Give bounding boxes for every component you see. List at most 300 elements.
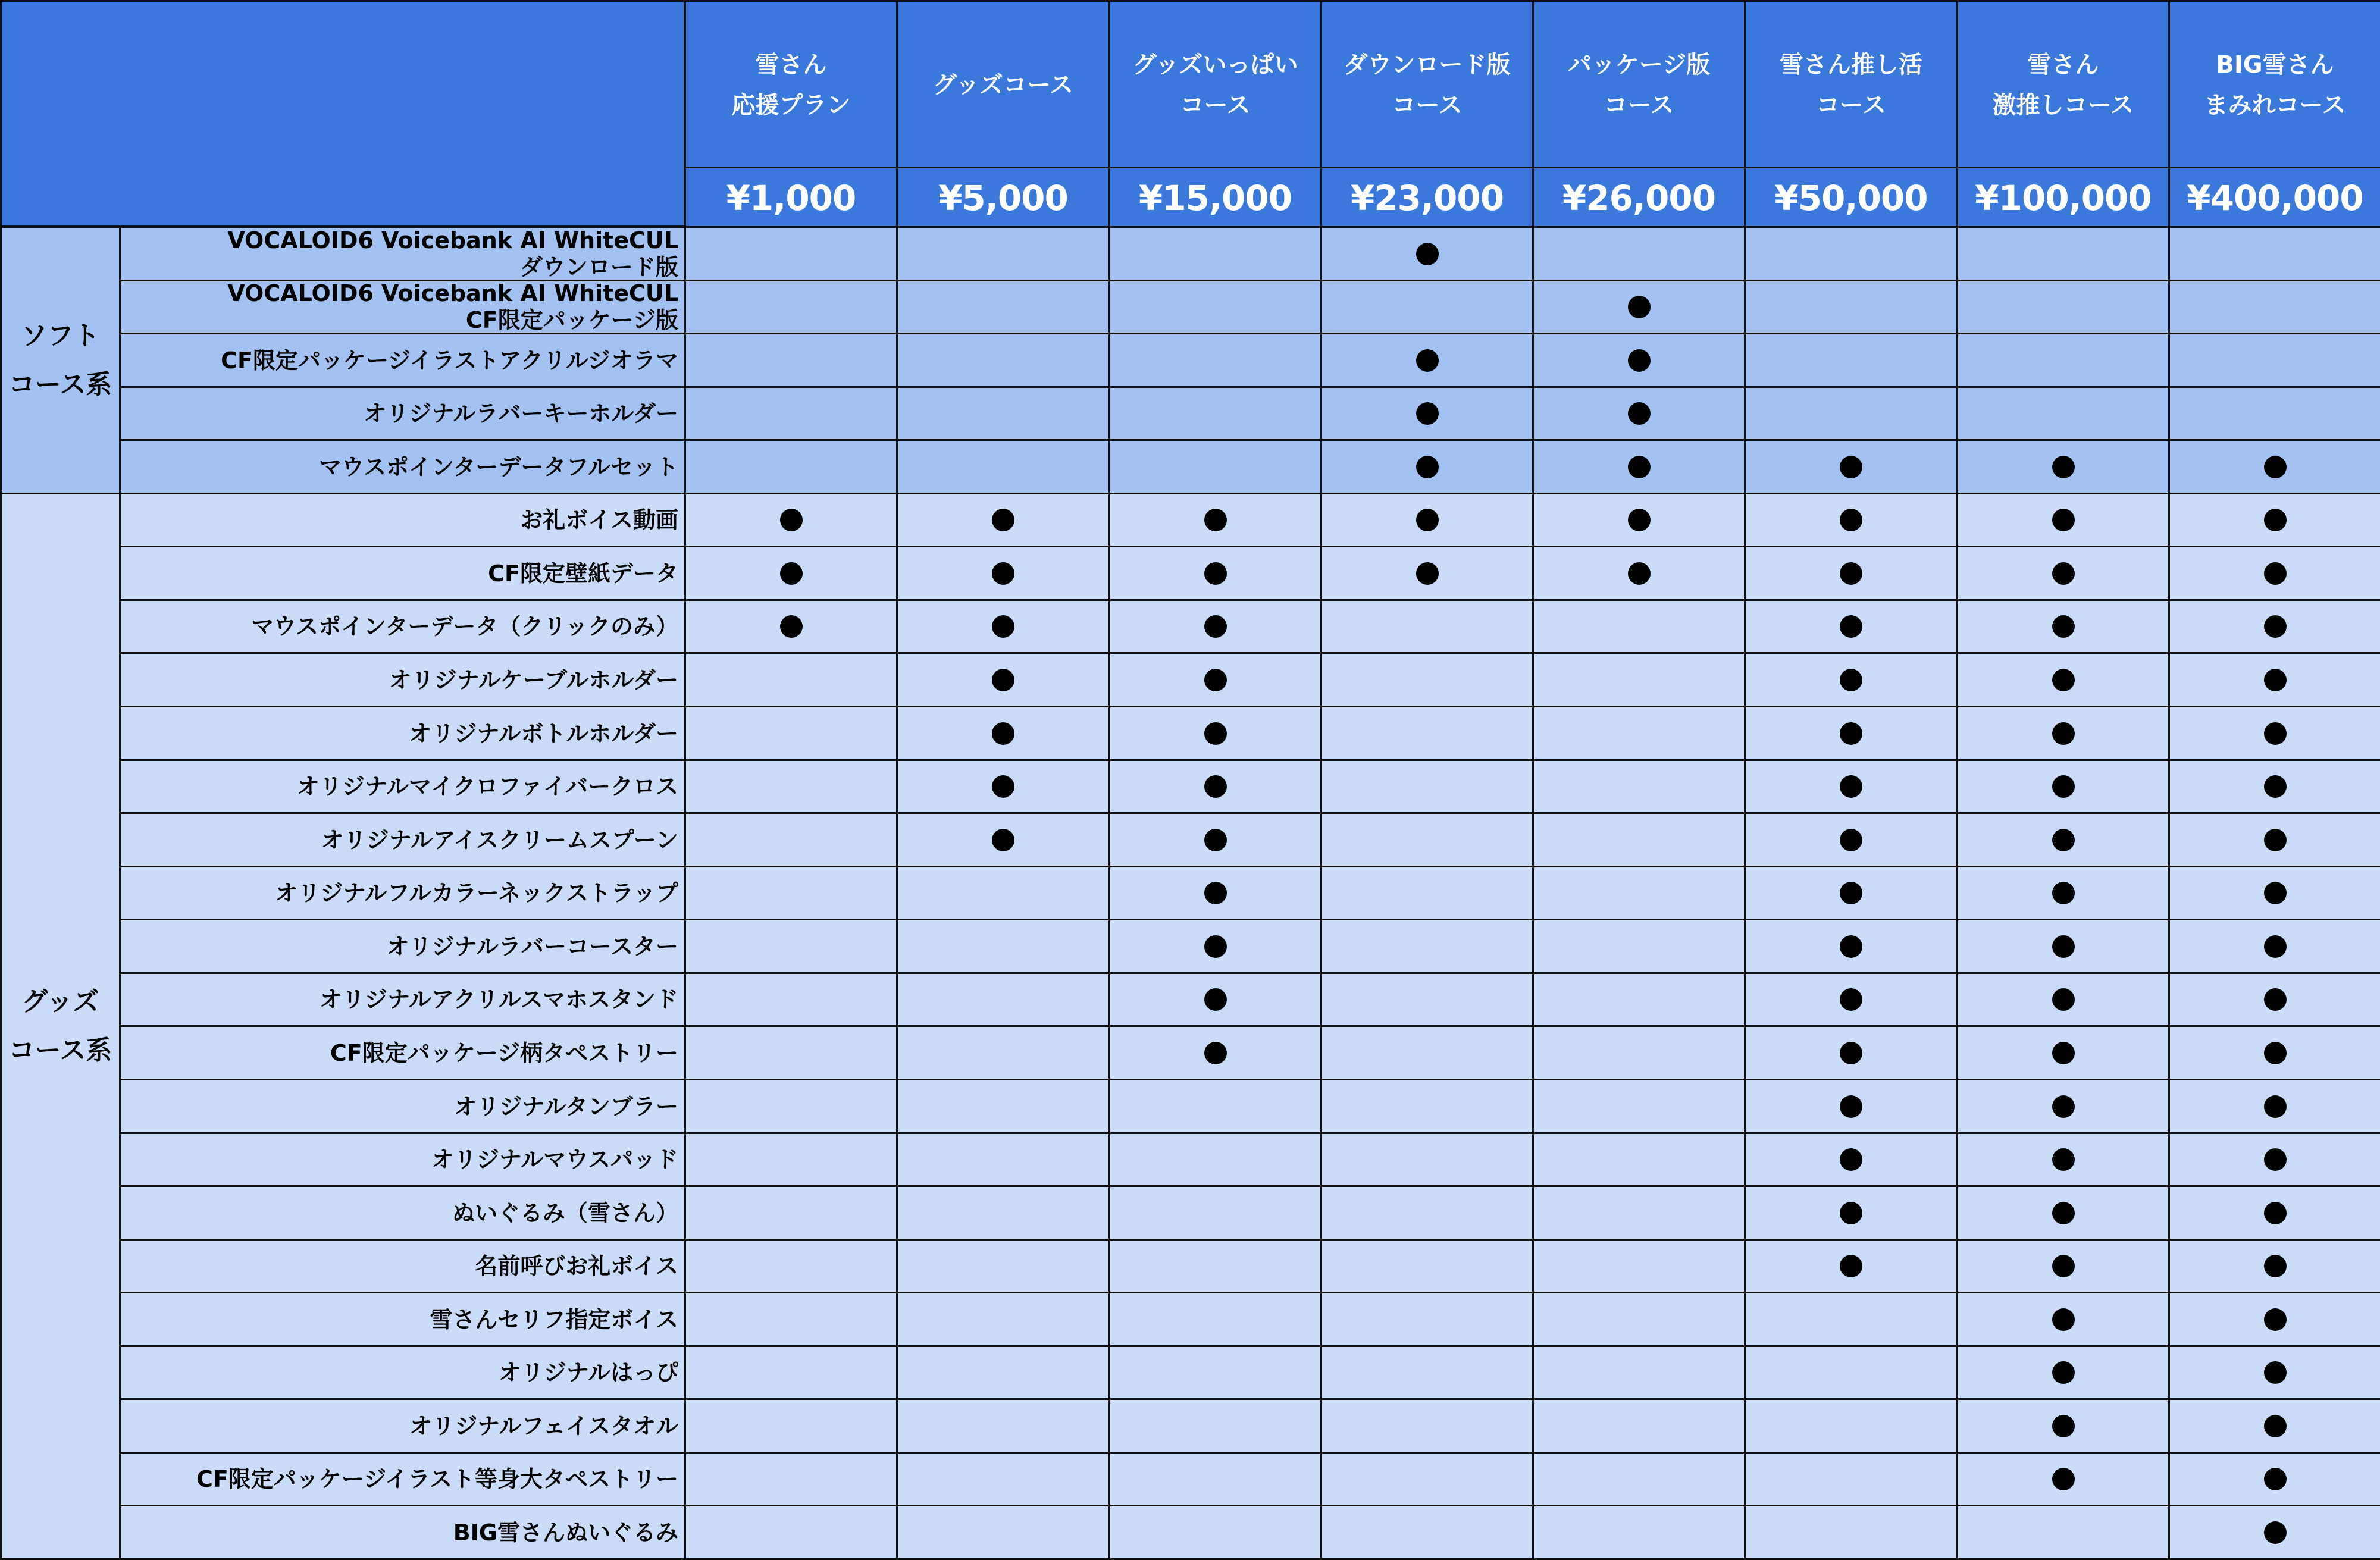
included-mark xyxy=(992,562,1014,585)
included-mark xyxy=(1840,562,1862,585)
included-cell xyxy=(684,226,898,281)
included-cell xyxy=(896,439,1110,494)
included-cell xyxy=(1320,546,1534,601)
course-price: ¥100,000 xyxy=(1956,167,2170,229)
included-cell xyxy=(896,599,1110,654)
included-cell xyxy=(1744,652,1958,707)
included-mark xyxy=(1204,509,1227,531)
item-label: BIG雪さんぬいぐるみ xyxy=(119,1505,686,1560)
included-cell xyxy=(684,812,898,867)
included-cell xyxy=(1532,1452,1746,1506)
course-price: ¥26,000 xyxy=(1532,167,1746,229)
included-cell xyxy=(1108,866,1322,920)
item-label: VOCALOID6 Voicebank AI WhiteCUL ダウンロード版 xyxy=(119,226,686,281)
included-cell xyxy=(1108,1132,1322,1187)
item-label: オリジナルケーブルホルダー xyxy=(119,652,686,707)
included-mark xyxy=(2264,722,2287,745)
included-cell xyxy=(1744,226,1958,281)
included-cell xyxy=(896,652,1110,707)
included-cell xyxy=(1532,1132,1746,1187)
category-label: ソフト コース系 xyxy=(0,226,121,494)
included-mark xyxy=(2052,1308,2075,1331)
included-cell xyxy=(1532,280,1746,334)
included-cell xyxy=(1320,226,1534,281)
included-cell xyxy=(896,280,1110,334)
included-cell xyxy=(2168,280,2380,334)
included-cell xyxy=(1108,919,1322,974)
included-mark xyxy=(1204,1042,1227,1064)
included-cell xyxy=(896,972,1110,1027)
included-cell xyxy=(1532,546,1746,601)
included-cell xyxy=(896,333,1110,388)
included-cell xyxy=(1532,706,1746,761)
included-cell xyxy=(1532,333,1746,388)
course-name: 雪さん推し活 コース xyxy=(1744,0,1958,170)
included-mark xyxy=(2052,1415,2075,1437)
included-cell xyxy=(1532,1398,1746,1454)
included-cell xyxy=(1956,1079,2170,1134)
included-cell xyxy=(2168,759,2380,814)
included-cell xyxy=(1532,1505,1746,1560)
included-cell xyxy=(1744,386,1958,441)
included-cell xyxy=(684,1505,898,1560)
included-cell xyxy=(1108,1025,1322,1080)
included-mark xyxy=(1628,509,1651,531)
included-cell xyxy=(1320,812,1534,867)
included-cell xyxy=(1532,1079,1746,1134)
included-cell xyxy=(1108,652,1322,707)
included-cell xyxy=(1956,1398,2170,1454)
included-cell xyxy=(1744,919,1958,974)
course-name: パッケージ版 コース xyxy=(1532,0,1746,170)
included-mark xyxy=(2264,1148,2287,1171)
included-cell xyxy=(1532,599,1746,654)
included-cell xyxy=(684,1025,898,1080)
included-cell xyxy=(684,866,898,920)
included-mark xyxy=(1204,829,1227,851)
included-cell xyxy=(1108,1079,1322,1134)
included-cell xyxy=(1108,706,1322,761)
included-cell xyxy=(896,812,1110,867)
included-cell xyxy=(1744,280,1958,334)
included-cell xyxy=(1108,599,1322,654)
included-cell xyxy=(1956,866,2170,920)
item-label: オリジナルアクリルスマホスタンド xyxy=(119,972,686,1027)
included-cell xyxy=(1744,546,1958,601)
included-cell xyxy=(2168,599,2380,654)
included-cell xyxy=(1956,1185,2170,1241)
included-mark xyxy=(1628,402,1651,425)
included-cell xyxy=(1108,972,1322,1027)
included-mark xyxy=(1416,243,1439,265)
included-cell xyxy=(1532,1025,1746,1080)
included-mark xyxy=(2264,775,2287,798)
included-cell xyxy=(1744,1345,1958,1400)
included-cell xyxy=(1108,226,1322,281)
included-cell xyxy=(896,1132,1110,1187)
included-cell xyxy=(1744,1452,1958,1506)
included-cell xyxy=(1744,812,1958,867)
included-cell xyxy=(684,1132,898,1187)
item-label: VOCALOID6 Voicebank AI WhiteCUL CF限定パッケージ版 xyxy=(119,280,686,334)
included-cell xyxy=(1956,280,2170,334)
included-mark xyxy=(780,509,803,531)
included-cell xyxy=(2168,866,2380,920)
included-cell xyxy=(1108,280,1322,334)
included-cell xyxy=(1956,333,2170,388)
included-mark xyxy=(2052,1468,2075,1490)
included-cell xyxy=(1320,386,1534,441)
included-mark xyxy=(2264,562,2287,585)
included-cell xyxy=(684,919,898,974)
included-mark xyxy=(992,722,1014,745)
included-mark xyxy=(2264,456,2287,478)
included-cell xyxy=(2168,652,2380,707)
included-cell xyxy=(1744,1398,1958,1454)
included-mark xyxy=(2052,1042,2075,1064)
included-cell xyxy=(1744,1185,1958,1241)
included-mark xyxy=(1840,1095,1862,1118)
included-cell xyxy=(1956,546,2170,601)
course-name: グッズコース xyxy=(896,0,1110,170)
included-mark xyxy=(1628,456,1651,478)
included-cell xyxy=(2168,386,2380,441)
included-cell xyxy=(2168,1079,2380,1134)
included-mark xyxy=(1840,722,1862,745)
included-cell xyxy=(1532,652,1746,707)
included-cell xyxy=(1956,759,2170,814)
included-mark xyxy=(2052,1255,2075,1277)
included-cell xyxy=(896,759,1110,814)
included-mark xyxy=(1840,775,1862,798)
included-cell xyxy=(1320,493,1534,547)
included-mark xyxy=(992,829,1014,851)
included-cell xyxy=(1744,1505,1958,1560)
included-cell xyxy=(1956,1345,2170,1400)
included-cell xyxy=(1108,759,1322,814)
item-label: オリジナルアイスクリームスプーン xyxy=(119,812,686,867)
included-cell xyxy=(1956,599,2170,654)
included-cell xyxy=(896,226,1110,281)
included-cell xyxy=(1532,1292,1746,1347)
included-cell xyxy=(684,1345,898,1400)
included-mark xyxy=(1840,1042,1862,1064)
included-mark xyxy=(2052,509,2075,531)
included-cell xyxy=(684,1452,898,1506)
included-cell xyxy=(1320,866,1534,920)
included-cell xyxy=(2168,1185,2380,1241)
included-cell xyxy=(2168,1505,2380,1560)
included-mark xyxy=(2264,669,2287,691)
included-cell xyxy=(896,1025,1110,1080)
included-mark xyxy=(2052,935,2075,958)
included-mark xyxy=(992,669,1014,691)
included-cell xyxy=(1108,1239,1322,1293)
included-cell xyxy=(896,706,1110,761)
included-mark xyxy=(1204,882,1227,904)
included-cell xyxy=(1108,386,1322,441)
included-cell xyxy=(1744,972,1958,1027)
item-label: オリジナルマイクロファイバークロス xyxy=(119,759,686,814)
included-cell xyxy=(896,1292,1110,1347)
item-label: オリジナルタンブラー xyxy=(119,1079,686,1134)
item-label: オリジナルフェイスタオル xyxy=(119,1398,686,1454)
included-mark xyxy=(1840,882,1862,904)
included-cell xyxy=(2168,1292,2380,1347)
included-mark xyxy=(2264,882,2287,904)
included-cell xyxy=(1956,1025,2170,1080)
included-cell xyxy=(1320,1398,1534,1454)
included-mark xyxy=(2052,722,2075,745)
included-mark xyxy=(2264,1308,2287,1331)
included-cell xyxy=(1744,493,1958,547)
included-mark xyxy=(1840,509,1862,531)
included-mark xyxy=(1840,456,1862,478)
item-label: CF限定パッケージ柄タペストリー xyxy=(119,1025,686,1080)
included-cell xyxy=(896,866,1110,920)
included-mark xyxy=(2052,1095,2075,1118)
course-name: ダウンロード版 コース xyxy=(1320,0,1534,170)
item-label: CF限定パッケージイラストアクリルジオラマ xyxy=(119,333,686,388)
course-price: ¥1,000 xyxy=(684,167,898,229)
included-mark xyxy=(1416,456,1439,478)
included-cell xyxy=(1108,1292,1322,1347)
included-mark xyxy=(1416,562,1439,585)
included-cell xyxy=(1320,599,1534,654)
item-label: お礼ボイス動画 xyxy=(119,493,686,547)
included-mark xyxy=(2052,988,2075,1011)
course-price: ¥400,000 xyxy=(2168,167,2380,229)
item-label: 名前呼びお礼ボイス xyxy=(119,1239,686,1293)
included-mark xyxy=(1204,988,1227,1011)
item-label: オリジナルラバーコースター xyxy=(119,919,686,974)
included-mark xyxy=(2264,988,2287,1011)
included-cell xyxy=(684,652,898,707)
included-cell xyxy=(1320,919,1534,974)
included-cell xyxy=(1108,1452,1322,1506)
course-price: ¥15,000 xyxy=(1108,167,1322,229)
included-cell xyxy=(1532,759,1746,814)
included-cell xyxy=(2168,333,2380,388)
included-mark xyxy=(780,615,803,638)
included-cell xyxy=(1320,652,1534,707)
included-cell xyxy=(1532,226,1746,281)
included-mark xyxy=(780,562,803,585)
included-mark xyxy=(1840,1255,1862,1277)
included-mark xyxy=(2264,615,2287,638)
included-cell xyxy=(1956,1452,2170,1506)
included-mark xyxy=(1840,1148,1862,1171)
included-mark xyxy=(2052,775,2075,798)
included-cell xyxy=(1532,919,1746,974)
included-cell xyxy=(1744,1292,1958,1347)
included-cell xyxy=(684,1185,898,1241)
included-mark xyxy=(2052,1361,2075,1384)
included-cell xyxy=(1744,1025,1958,1080)
included-mark xyxy=(992,615,1014,638)
included-cell xyxy=(1956,812,2170,867)
included-cell xyxy=(684,1292,898,1347)
included-cell xyxy=(1744,866,1958,920)
included-cell xyxy=(1108,439,1322,494)
included-cell xyxy=(1956,919,2170,974)
included-cell xyxy=(1956,226,2170,281)
included-mark xyxy=(2052,669,2075,691)
included-mark xyxy=(2264,1468,2287,1490)
header-corner xyxy=(0,0,685,227)
included-cell xyxy=(896,1345,1110,1400)
included-cell xyxy=(1744,1239,1958,1293)
included-cell xyxy=(1956,439,2170,494)
included-mark xyxy=(1628,296,1651,318)
included-mark xyxy=(1204,935,1227,958)
included-cell xyxy=(1320,1292,1534,1347)
included-cell xyxy=(1320,333,1534,388)
included-cell xyxy=(2168,546,2380,601)
included-mark xyxy=(2264,509,2287,531)
included-cell xyxy=(1956,652,2170,707)
included-mark xyxy=(1840,669,1862,691)
included-cell xyxy=(1956,1292,2170,1347)
included-cell xyxy=(1320,759,1534,814)
included-cell xyxy=(1320,1185,1534,1241)
item-label: オリジナルラバーキーホルダー xyxy=(119,386,686,441)
included-mark xyxy=(1840,1202,1862,1224)
included-mark xyxy=(2264,1042,2287,1064)
included-cell xyxy=(2168,919,2380,974)
included-cell xyxy=(1320,1452,1534,1506)
included-cell xyxy=(1108,1505,1322,1560)
included-cell xyxy=(1744,1132,1958,1187)
included-cell xyxy=(684,386,898,441)
included-cell xyxy=(1956,386,2170,441)
included-mark xyxy=(2264,1521,2287,1544)
included-cell xyxy=(684,706,898,761)
included-cell xyxy=(1320,1345,1534,1400)
included-mark xyxy=(2264,1415,2287,1437)
included-cell xyxy=(1532,1185,1746,1241)
included-mark xyxy=(1204,669,1227,691)
included-mark xyxy=(2264,1255,2287,1277)
included-mark xyxy=(2052,1148,2075,1171)
included-cell xyxy=(2168,812,2380,867)
included-cell xyxy=(684,493,898,547)
item-label: オリジナルボトルホルダー xyxy=(119,706,686,761)
course-name: グッズいっぱい コース xyxy=(1108,0,1322,170)
included-mark xyxy=(1840,615,1862,638)
included-cell xyxy=(1956,972,2170,1027)
included-cell xyxy=(896,1452,1110,1506)
item-label: オリジナルはっぴ xyxy=(119,1345,686,1400)
included-cell xyxy=(1320,280,1534,334)
item-label: CF限定パッケージイラスト等身大タペストリー xyxy=(119,1452,686,1506)
included-cell xyxy=(1744,1079,1958,1134)
course-price: ¥50,000 xyxy=(1744,167,1958,229)
included-mark xyxy=(1628,562,1651,585)
included-cell xyxy=(1320,972,1534,1027)
included-cell xyxy=(1532,493,1746,547)
included-cell xyxy=(684,1079,898,1134)
item-label: ぬいぐるみ（雪さん） xyxy=(119,1185,686,1241)
included-cell xyxy=(1744,439,1958,494)
included-cell xyxy=(684,546,898,601)
course-price: ¥5,000 xyxy=(896,167,1110,229)
course-price: ¥23,000 xyxy=(1320,167,1534,229)
included-mark xyxy=(2052,562,2075,585)
item-label: オリジナルフルカラーネックストラップ xyxy=(119,866,686,920)
included-cell xyxy=(2168,1452,2380,1506)
included-cell xyxy=(2168,972,2380,1027)
included-cell xyxy=(1532,972,1746,1027)
item-label: CF限定壁紙データ xyxy=(119,546,686,601)
included-mark xyxy=(2052,882,2075,904)
included-cell xyxy=(1532,439,1746,494)
included-cell xyxy=(1108,333,1322,388)
included-mark xyxy=(2052,615,2075,638)
included-cell xyxy=(684,972,898,1027)
included-cell xyxy=(2168,226,2380,281)
included-cell xyxy=(1320,1505,1534,1560)
item-label: マウスポインターデータフルセット xyxy=(119,439,686,494)
included-cell xyxy=(2168,706,2380,761)
included-mark xyxy=(2264,935,2287,958)
included-cell xyxy=(896,1185,1110,1241)
included-cell xyxy=(1956,1132,2170,1187)
included-mark xyxy=(2264,1361,2287,1384)
included-cell xyxy=(2168,1025,2380,1080)
included-cell xyxy=(1108,1398,1322,1454)
included-cell xyxy=(1320,1132,1534,1187)
included-cell xyxy=(2168,439,2380,494)
included-mark xyxy=(1840,935,1862,958)
included-mark xyxy=(2052,456,2075,478)
included-cell xyxy=(1744,333,1958,388)
included-cell xyxy=(1532,866,1746,920)
included-cell xyxy=(1956,1239,2170,1293)
included-mark xyxy=(1204,615,1227,638)
included-cell xyxy=(1108,1185,1322,1241)
included-mark xyxy=(1416,349,1439,372)
course-name: BIG雪さん まみれコース xyxy=(2168,0,2380,170)
included-mark xyxy=(2264,1202,2287,1224)
included-cell xyxy=(1320,1025,1534,1080)
included-cell xyxy=(1744,759,1958,814)
included-mark xyxy=(1204,562,1227,585)
included-cell xyxy=(1320,1079,1534,1134)
included-cell xyxy=(1108,1345,1322,1400)
included-cell xyxy=(896,1239,1110,1293)
included-cell xyxy=(896,546,1110,601)
included-cell xyxy=(1532,1345,1746,1400)
included-cell xyxy=(896,1398,1110,1454)
included-cell xyxy=(1956,1505,2170,1560)
included-cell xyxy=(684,1239,898,1293)
included-cell xyxy=(896,1505,1110,1560)
included-mark xyxy=(992,775,1014,798)
included-cell xyxy=(1320,439,1534,494)
included-mark xyxy=(1416,402,1439,425)
included-cell xyxy=(684,333,898,388)
item-label: オリジナルマウスパッド xyxy=(119,1132,686,1187)
included-cell xyxy=(2168,1239,2380,1293)
included-cell xyxy=(684,1398,898,1454)
included-mark xyxy=(1628,349,1651,372)
included-mark xyxy=(1416,509,1439,531)
included-mark xyxy=(2264,829,2287,851)
included-cell xyxy=(1956,706,2170,761)
included-cell xyxy=(1108,546,1322,601)
included-cell xyxy=(896,386,1110,441)
